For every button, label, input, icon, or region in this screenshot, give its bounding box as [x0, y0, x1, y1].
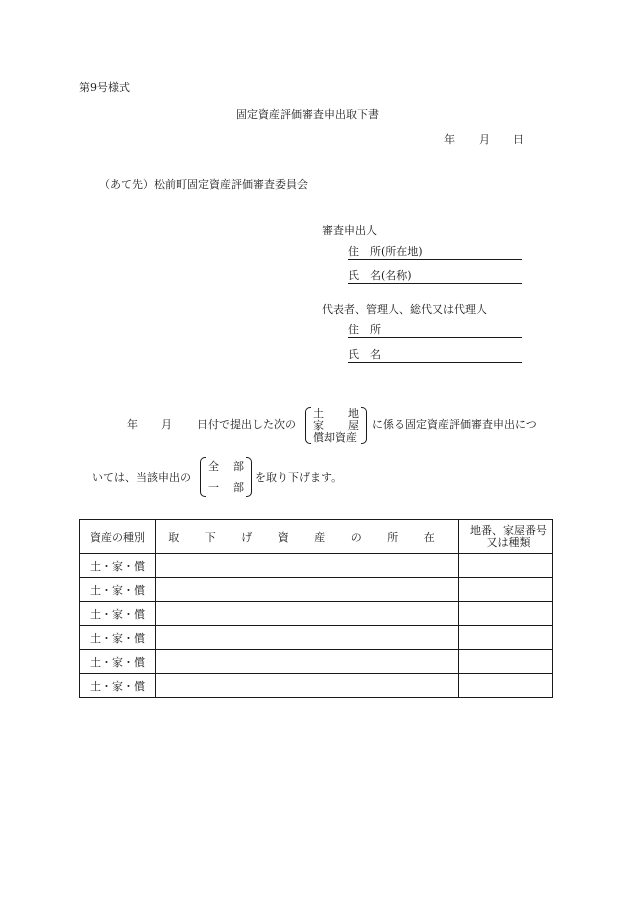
table-header-row [80, 520, 553, 554]
asset-brace-right [361, 407, 367, 444]
table-row [80, 674, 553, 698]
representative-address-field[interactable] [348, 324, 522, 338]
location-cell[interactable] [156, 650, 459, 674]
asset-type-cell[interactable]: 土・家・償 [80, 626, 156, 650]
submission-month-label: 月 [161, 418, 172, 431]
scope-brace-right [246, 457, 252, 497]
applicant-heading: 審査申出人 [322, 224, 377, 237]
form-number: 第9号様式 [79, 81, 130, 94]
document-title: 固定資産評価審査申出取下書 [236, 108, 379, 121]
location-cell[interactable] [156, 554, 459, 578]
number-cell[interactable] [459, 578, 553, 602]
asset-option-depreciable[interactable]: 償却資産 [313, 431, 357, 444]
number-cell[interactable] [459, 626, 553, 650]
date-day-label: 日 [513, 133, 524, 146]
header-lot-number: 地番、家屋番号又は種類 [459, 520, 553, 554]
asset-type-cell[interactable]: 土・家・償 [80, 650, 156, 674]
header-asset-type: 資産の種別 [80, 520, 156, 554]
header-asset-location: 取 下 げ 資 産 の 所 在 [156, 520, 459, 554]
number-cell[interactable] [459, 650, 553, 674]
table-row [80, 554, 553, 578]
asset-type-cell[interactable]: 土・家・償 [80, 578, 156, 602]
location-cell[interactable] [156, 626, 459, 650]
scope-option-all[interactable]: 全 部 [208, 460, 244, 473]
body-line2-suffix: を取り下げます。 [255, 471, 343, 484]
date-month-label: 月 [479, 133, 490, 146]
submission-year-label: 年 [127, 418, 138, 431]
table-row [80, 602, 553, 626]
representative-name-label: 氏 名 [348, 348, 381, 361]
representative-heading: 代表者、管理人、総代又は代理人 [322, 303, 487, 316]
table-row [80, 626, 553, 650]
asset-type-cell[interactable]: 土・家・償 [80, 602, 156, 626]
table-row [80, 650, 553, 674]
number-cell[interactable] [459, 554, 553, 578]
asset-brace-left [305, 407, 311, 444]
number-cell[interactable] [459, 602, 553, 626]
applicant-address-field[interactable] [348, 246, 522, 260]
representative-address-label: 住 所 [348, 323, 381, 336]
location-cell[interactable] [156, 578, 459, 602]
asset-type-cell[interactable]: 土・家・償 [80, 554, 156, 578]
asset-option-land[interactable]: 土 地 [313, 407, 359, 420]
scope-brace-left [200, 457, 206, 497]
applicant-name-field[interactable] [348, 270, 522, 284]
addressee: （あて先）松前町固定資産評価審査委員会 [99, 178, 308, 191]
applicant-name-label: 氏 名(名称) [348, 269, 412, 282]
submission-date-text: 日付で提出した次の [197, 418, 296, 431]
representative-name-field[interactable] [348, 349, 522, 363]
withdrawn-assets-table [79, 519, 553, 698]
location-cell[interactable] [156, 674, 459, 698]
date-year-label: 年 [444, 133, 455, 146]
applicant-address-label: 住 所(所在地) [348, 245, 423, 258]
number-cell[interactable] [459, 674, 553, 698]
asset-option-house[interactable]: 家 屋 [313, 419, 359, 432]
body-middle-text: に係る固定資産評価審査申出につ [372, 418, 537, 431]
asset-type-cell[interactable]: 土・家・償 [80, 674, 156, 698]
body-line2-prefix: いては、当該申出の [92, 471, 191, 484]
location-cell[interactable] [156, 602, 459, 626]
scope-option-partial[interactable]: 一 部 [208, 481, 244, 494]
table-row [80, 578, 553, 602]
